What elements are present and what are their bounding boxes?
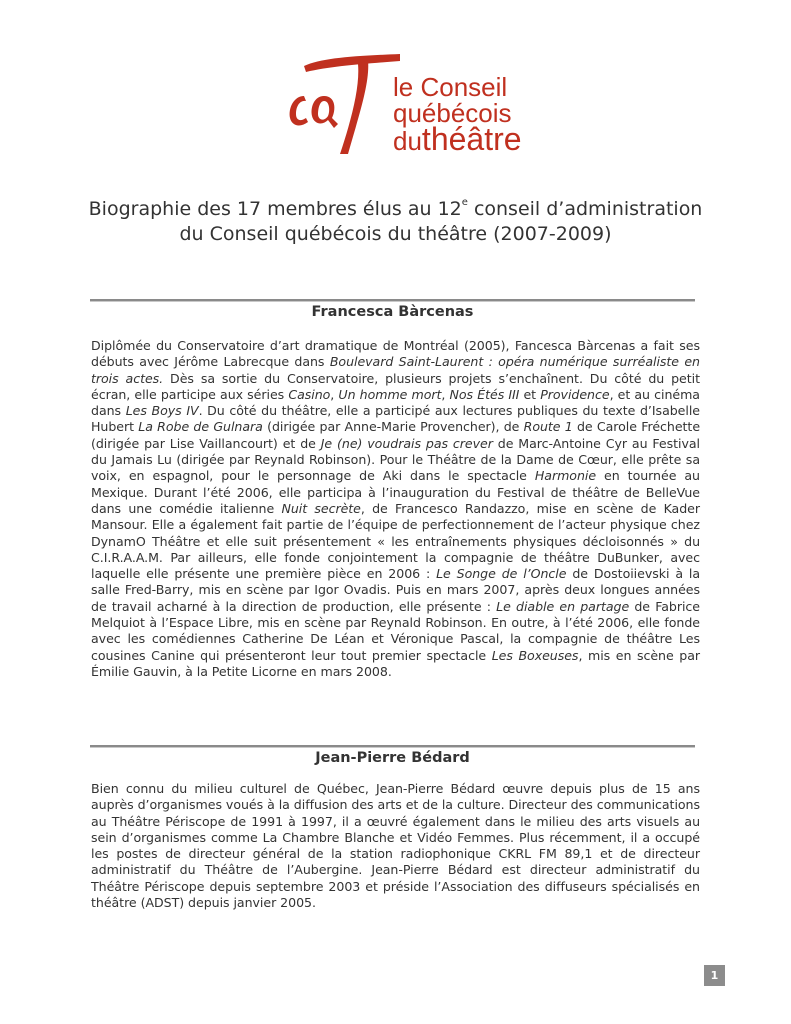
- cqt-logo: [282, 52, 522, 162]
- logo-line-3-small: du: [393, 126, 422, 156]
- italic-title-text: Providence: [540, 386, 610, 402]
- bio-text: , et au cinéma dans: [91, 386, 700, 419]
- bio-text: , de Francesco Randazzo, mise en scène de Kader Mansour. Elle a également fait partie de l’équipe de perfectionnement de l’acteur physique chez DynamO Théâtre et elle suit présentement « les entraînements physiques décloisonnés » du C.I.R.A.A.M. Par ailleurs, elle fonde conjointement la compagnie de théâtre DuBunker, avec laquelle elle présente une première pièce en 2006 :: [91, 500, 700, 582]
- italic-title-text: Nuit secrète: [281, 500, 361, 516]
- italic-title-text: Les Boxeuses: [491, 647, 579, 663]
- logo-line-3-big: théâtre: [421, 121, 522, 157]
- italic-title-text: Je (ne) voudrais pas crever: [320, 435, 493, 451]
- member-bio: [91, 781, 700, 911]
- bio-text: ,: [441, 386, 450, 402]
- italic-title-text: Casino: [288, 386, 331, 402]
- italic-title-text: Boulevard Saint-Laurent : opéra numérique surréaliste en trois actes.: [91, 354, 700, 386]
- title-line-2: du Conseil québécois du théâtre (2007-2009): [179, 223, 612, 245]
- italic-title-text: Route 1: [523, 419, 573, 435]
- bio-text: , mis en scène par Émilie Gauvin, à la Petite Licorne en mars 2008.: [91, 647, 700, 679]
- title-superscript: e: [461, 197, 468, 208]
- bio-text: en tournée au Mexique. Durant l’été 2006, elle participa à l’inauguration du Festival de théâtre de BelleVue dans une comédie italienne: [91, 468, 700, 516]
- italic-title-text: Le diable en partage: [496, 598, 630, 614]
- bio-text: ,: [330, 386, 339, 402]
- page-number-badge: 1: [704, 965, 725, 986]
- italic-title-text: Le Songe de l’Oncle: [436, 566, 567, 582]
- member-name: Jean-Pierre Bédard: [315, 750, 470, 766]
- bio-text: . Du côté du théâtre, elle a participé aux lectures publiques du texte d’Isabelle Hubert: [91, 403, 700, 435]
- logo-line-3: [393, 121, 522, 157]
- cqt-logo-mark-icon: [282, 52, 402, 162]
- italic-title-text: Nos Étés III: [449, 386, 520, 402]
- bio-text: de Carole Fréchette (dirigée par Lise Vaillancourt) et de: [91, 419, 701, 451]
- bio-text: Diplômée du Conservatoire d’art dramatique de Montréal (2005), Fancesca Bàrcenas a fait ses débuts avec Jérôme Labrecque dans: [91, 338, 700, 370]
- bio-text: de Dostoiievski à la salle Fred-Barry, mis en scène par Igor Ovadis. Puis en mars 2007, après deux longues années de travail acharné à la direction de production, elle présente :: [91, 566, 700, 614]
- bio-text: et: [519, 386, 541, 402]
- document-title: [60, 197, 731, 247]
- bio-text: (dirigée par Anne-Marie Provencher), de: [262, 419, 524, 435]
- title-line-1-text: Biographie des 17 membres élus au 12: [88, 198, 462, 220]
- italic-title-text: Harmonie: [534, 468, 597, 484]
- title-line-1: [60, 197, 731, 222]
- logo-wordmark: [393, 72, 522, 157]
- bio-text: Bien connu du milieu culturel de Québec, Jean-Pierre Bédard œuvre depuis plus de 15 ans auprès d’organismes voués à la diffusion des arts et de la culture. Directeur des communications au Théâtre Périscope de 1991 à 1997, il a œuvré également dans le milieu des arts visuels au sein d’organismes comme La Chambre Blanche et Vidéo Femmes. Plus récemment, il a occupé les postes de directeur général de la station radiophonique CKRL FM 89,1 et de directeur administratif du Théâtre de l’Aubergine. Jean-Pierre Bédard est directeur administratif du Théâtre Périscope depuis septembre 2003 et préside l’Association des diffuseurs spécialisés en théâtre (ADST) depuis janvier 2005.: [91, 781, 700, 911]
- italic-title-text: Un homme mort: [338, 386, 442, 402]
- member-bio: [91, 338, 700, 680]
- bio-text: Dès sa sortie du Conservatoire, plusieurs projets s’enchaînent. Du côté du petit écran, elle participe aux séries: [91, 370, 700, 402]
- section-divider: [90, 299, 695, 302]
- logo-line-1: le Conseil: [393, 72, 508, 102]
- italic-title-text: Les Boys IV: [125, 403, 199, 419]
- section-divider: [90, 745, 695, 748]
- title-line-1-rest: conseil d’administration: [467, 198, 703, 220]
- member-name: Francesca Bàrcenas: [311, 304, 474, 320]
- logo-line-2: québécois: [393, 98, 512, 128]
- bio-text: de Marc-Antoine Cyr au Festival du Jamais Lu (dirigée par Reynald Robinson). Pour le Théâtre de la Dame de Cœur, elle prête sa voix, en espagnol, pour le personnage de Aki dans le spectacle: [91, 435, 701, 484]
- italic-title-text: La Robe de Gulnara: [138, 419, 263, 435]
- bio-text: de Fabrice Melquiot à l’Espace Libre, mis en scène par Reynald Robinson. En outre, à l’été 2006, elle fonde avec les comédiennes Catherine De Léan et Véronique Pascal, la compagnie de théâtre Les cousines Canine qui présenteront leur tout premier spectacle: [91, 598, 701, 663]
